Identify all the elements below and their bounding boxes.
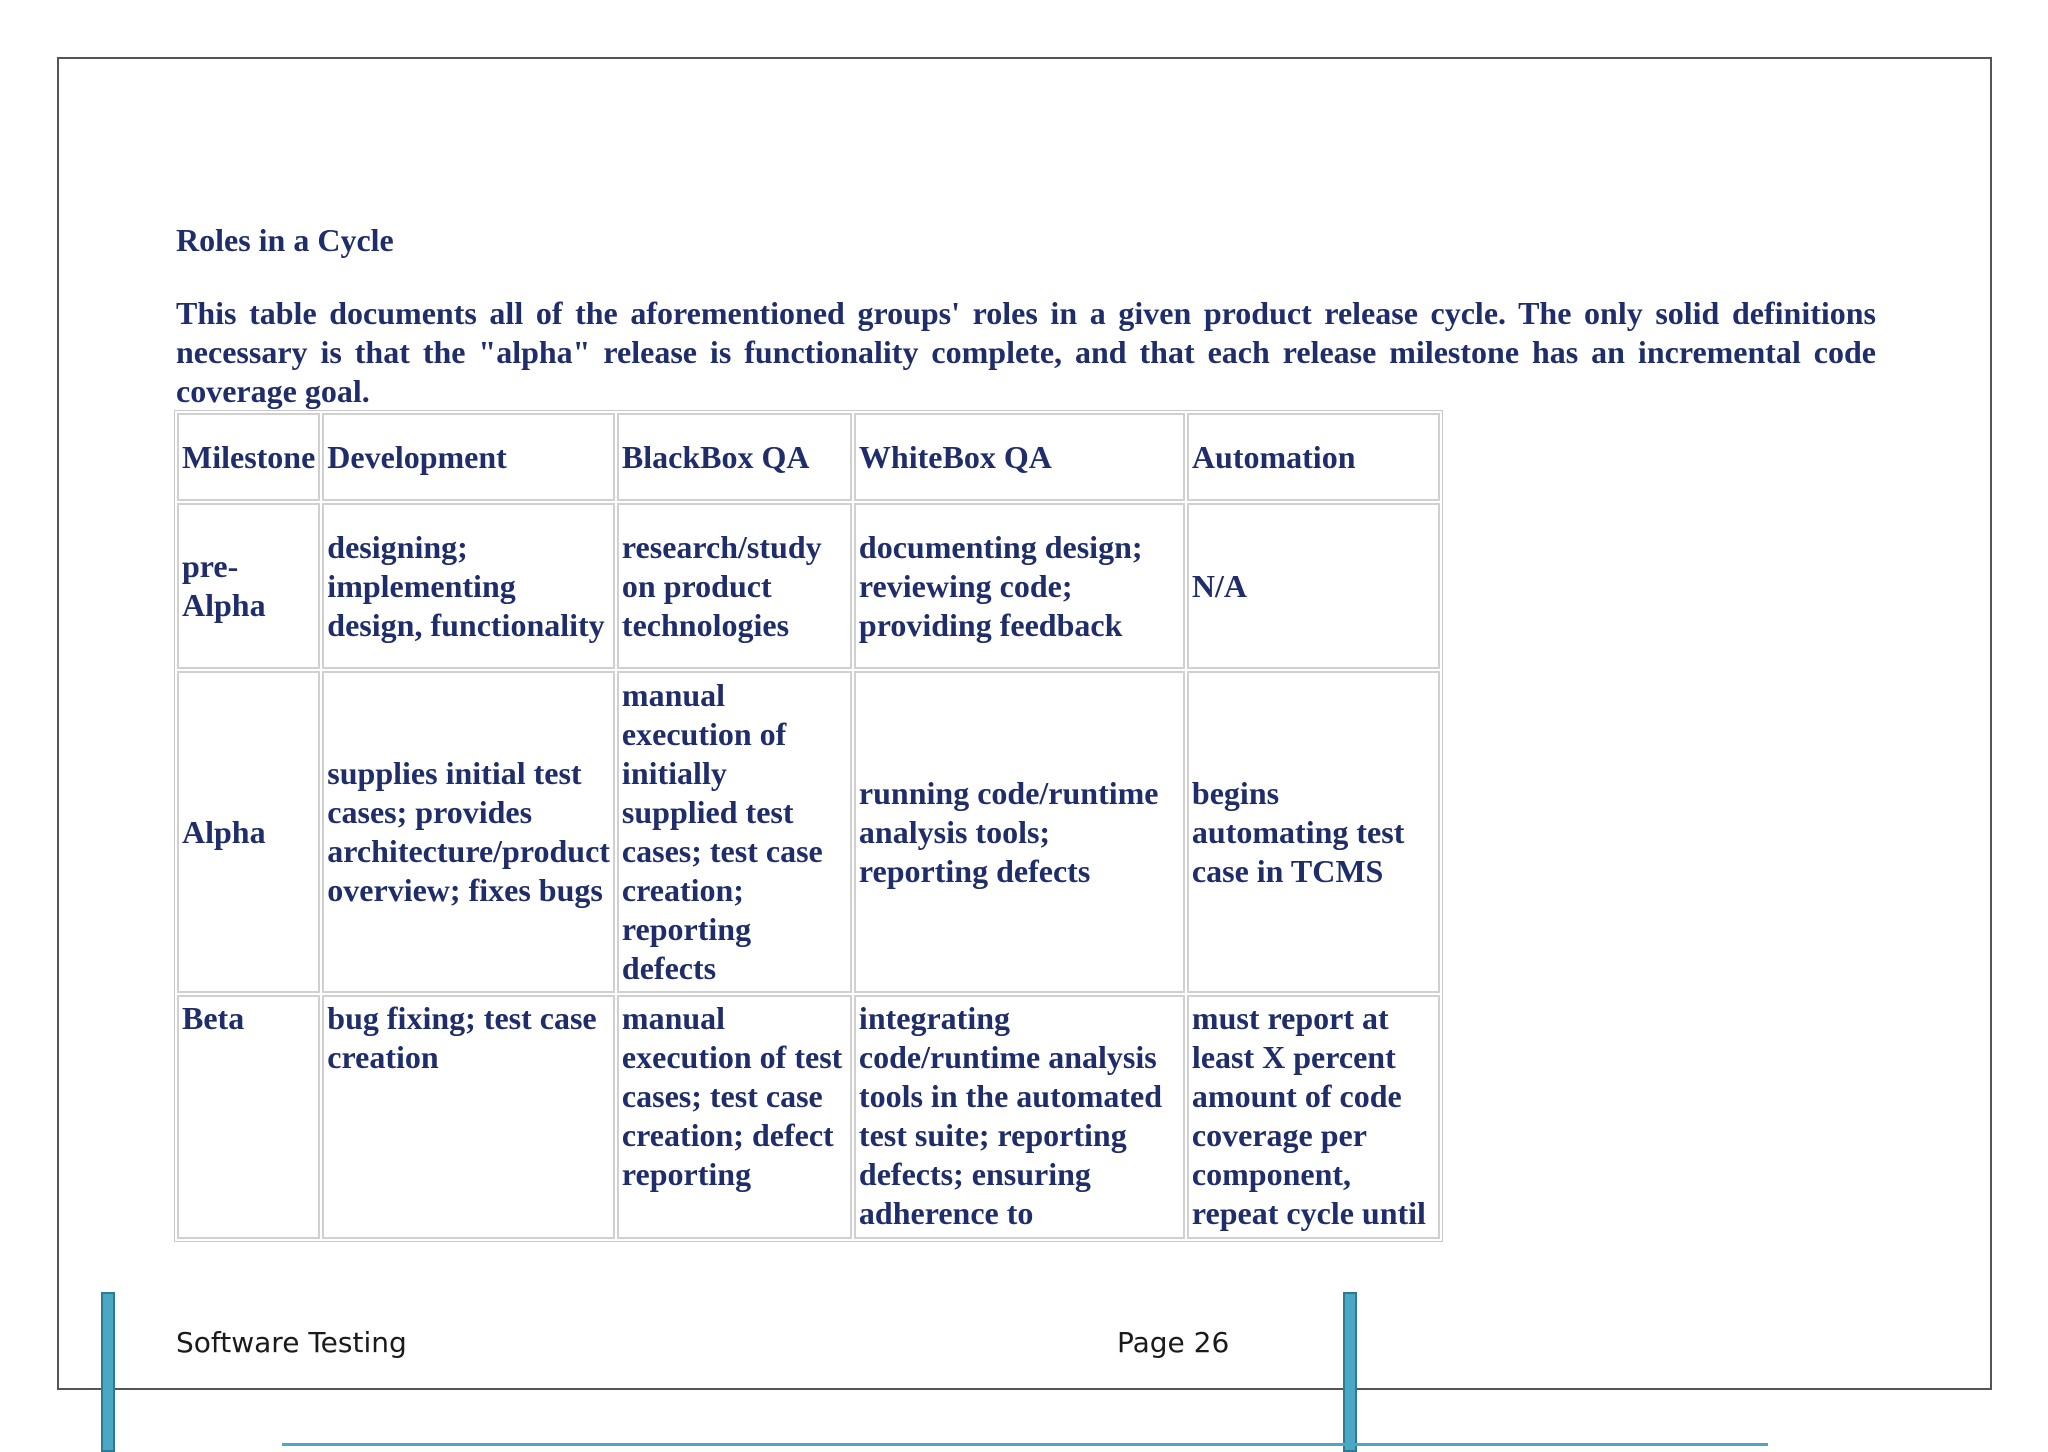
table-row	[177, 671, 1440, 993]
cell-automation: N/A	[1187, 503, 1440, 669]
cell-development: designing; implementing design, functionality	[322, 503, 615, 669]
table-row	[177, 995, 1440, 1239]
table-header-row	[177, 413, 1440, 501]
footer-title: Software Testing	[176, 1326, 407, 1359]
cell-blackbox: manual execution of test cases; test case creation; defect reporting	[617, 995, 852, 1239]
section-heading: Roles in a Cycle	[176, 222, 394, 258]
cell-whitebox: running code/runtime analysis tools; reporting defects	[854, 671, 1185, 993]
cell-milestone: Alpha	[177, 671, 320, 993]
header-whitebox: WhiteBox QA	[854, 413, 1185, 501]
cell-whitebox: documenting design; reviewing code; providing feedback	[854, 503, 1185, 669]
intro-paragraph: This table documents all of the aforementioned groups' roles in a given product release cycle. The only solid definitions necessary is that the "alpha" release is functionality complete, and that each release milestone has an incremental code coverage goal.	[176, 295, 1876, 409]
header-blackbox: BlackBox QA	[617, 413, 852, 501]
cell-automation: must report at least X percent amount of code coverage per component, repeat cycle until	[1187, 995, 1440, 1239]
footer-accent-bar-left	[101, 1292, 115, 1452]
cell-whitebox: integrating code/runtime analysis tools in the automated test suite; reporting defects; ensuring adherence to	[854, 995, 1185, 1239]
cell-automation: begins automating test case in TCMS	[1187, 671, 1440, 993]
page-number: Page 26	[1117, 1326, 1230, 1359]
table-row	[177, 503, 1440, 669]
cell-development: supplies initial test cases; provides architecture/product overview; fixes bugs	[322, 671, 615, 993]
footer-accent-bar-right	[1343, 1292, 1357, 1452]
cell-development: bug fixing; test case creation	[322, 995, 615, 1239]
header-development: Development	[322, 413, 615, 501]
cell-milestone: Beta	[177, 995, 320, 1239]
cell-milestone: pre-Alpha	[177, 503, 320, 669]
header-milestone: Milestone	[177, 413, 320, 501]
roles-table	[174, 410, 1443, 1242]
cell-blackbox: research/study on product technologies	[617, 503, 852, 669]
cell-blackbox: manual execution of initially supplied test cases; test case creation; reporting defects	[617, 671, 852, 993]
footer-rule	[282, 1443, 1768, 1446]
header-automation: Automation	[1187, 413, 1440, 501]
